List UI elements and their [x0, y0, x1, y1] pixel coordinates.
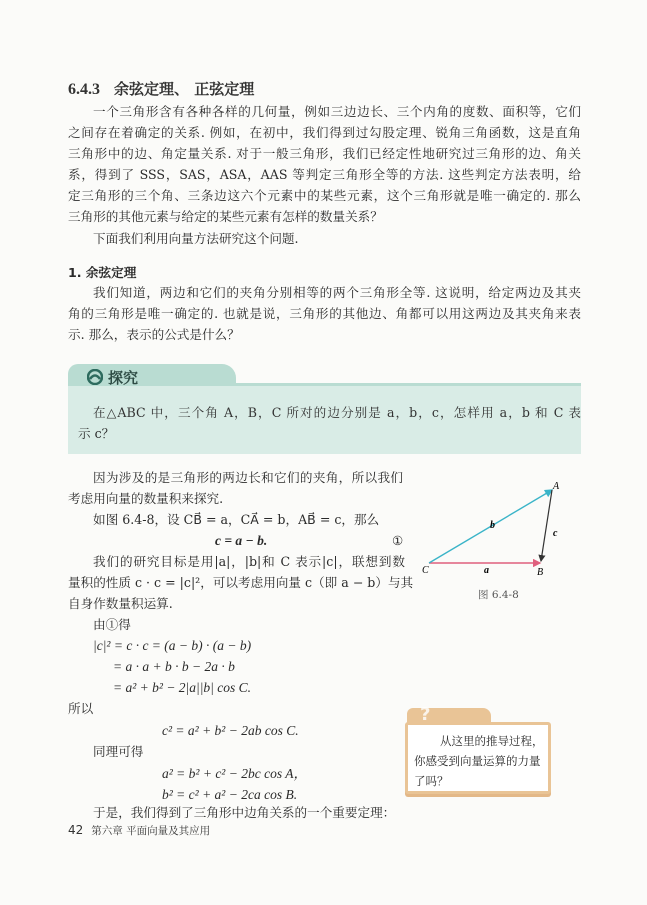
text-line: 同理可得 [93, 744, 144, 759]
text-line: 角的三角形是唯一确定的. 也就是说，三角形的其他边、角都可以用这两边及其夹角来表 [68, 306, 581, 321]
text-line: 系，得到了 SSS，SAS，ASA，AAS 等判定三角形全等的方法. 这些判定方法表明，给 [68, 167, 581, 182]
text-line: 之间存在着确定的关系. 例如，在初中，我们得到过勾股定理、锐角三角函数，这是直角 [68, 125, 581, 140]
equation-marker: ① [392, 533, 404, 548]
label-b: b [490, 520, 495, 531]
note-line: 从这里的推导过程， [440, 734, 544, 748]
vertex-B: B [537, 567, 544, 578]
section-title: 余弦定理、 正弦定理 [114, 80, 255, 98]
text-line: 三角形中的边、角定量关系. 对于一般三角形，我们已经定性地研究过三角形的边、角关 [68, 146, 581, 161]
text-line: 三角形的其他元素与给定的某些元素有怎样的数量关系？ [68, 209, 383, 224]
text-line: 于是，我们得到了三角形中边角关系的一个重要定理： [93, 805, 396, 820]
equation-line: = a · a + b · b − 2a · b [113, 659, 235, 674]
subsection-title: 1. 余弦定理 [68, 265, 137, 280]
equation-line: a² = b² + c² − 2bc cos A， [162, 766, 307, 781]
vector-c [541, 490, 552, 561]
label-c: c [553, 528, 558, 539]
page-footer [68, 823, 210, 838]
text-line: 考虑用向量的数量积来探究. [68, 491, 224, 506]
note-line: 了吗？ [414, 774, 449, 788]
triangle-figure [420, 480, 570, 580]
text-line: 我们知道，两边和它们的夹角分别相等的两个三角形全等. 这说明，给定两边及其夹 [93, 285, 581, 300]
text-line: 一个三角形含有各种各样的几何量，例如三边边长、三个内角的度数、面积等，它们 [93, 104, 581, 119]
note-line: 你感受到向量运算的力量 [414, 754, 541, 768]
text-line: 由①得 [93, 617, 131, 632]
equation-line: |c|² = c · c = (a − b) · (a − b) [93, 638, 252, 653]
text-line: 如图 6.4-8，设 CB⃗ = a，CA⃗ = b，AB⃗ = c，那么 [93, 512, 380, 527]
text-line: 定三角形的三个角、三条边这六个元素中的某些元素，这个三角形就是唯一确定的. 那么 [68, 188, 581, 203]
margin-note [405, 722, 551, 794]
page-number: 42 [68, 823, 84, 837]
text-line: 所以 [68, 701, 94, 716]
section-number: 6.4.3 [68, 81, 100, 98]
explore-text: 示 c？ [78, 426, 115, 441]
label-a: a [484, 565, 489, 576]
question-icon: ? [420, 704, 431, 725]
explore-text: 在△ABC 中，三个角 A，B，C 所对的边分别是 a，b，c，怎样用 a，b 和 C 表 [93, 405, 581, 420]
equation-line: b² = c² + a² − 2ca cos B. [162, 787, 298, 802]
text-line: 我们的研究目标是用|a|，|b|和 C 表示|c|，联想到数 [93, 554, 405, 569]
vertex-A: A [553, 481, 560, 492]
equation-line: = a² + b² − 2|a||b| cos C. [113, 680, 252, 695]
explore-icon [87, 369, 103, 385]
text-line: 量积的性质 c · c = |c|²，可以考虑用向量 c（即 a − b）与其 [68, 575, 414, 590]
equation-line: c² = a² + b² − 2ab cos C. [162, 723, 299, 738]
text-line: 示. 那么，表示的公式是什么？ [68, 327, 240, 342]
explore-label: 探究 [108, 369, 139, 387]
vertex-C: C [422, 565, 429, 576]
section-heading [68, 78, 254, 99]
text-line: 下面我们利用向量方法研究这个问题. [93, 231, 299, 246]
text-line: 因为涉及的是三角形的两边长和它们的夹角，所以我们 [93, 470, 403, 485]
equation-1: c = a − b. [215, 533, 268, 548]
chapter-title: 第六章 平面向量及其应用 [91, 825, 211, 837]
text-line: 自身作数量积运算. [68, 596, 173, 611]
figure-caption: 图 6.4-8 [478, 589, 519, 601]
